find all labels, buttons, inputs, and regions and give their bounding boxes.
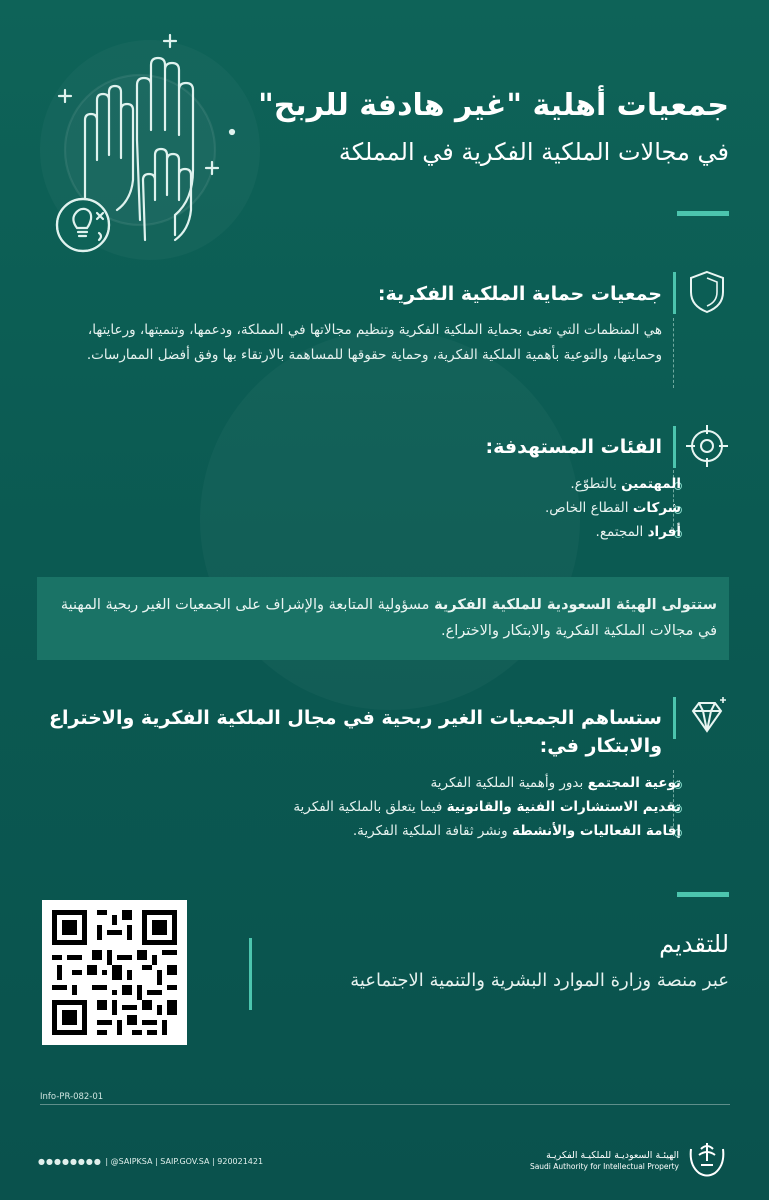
qr-code-icon [42,900,187,1045]
section-marker [673,426,676,468]
instagram-icon[interactable]: ● [45,1157,54,1166]
section-marker [673,697,676,739]
apply-title: للتقديم [659,930,729,958]
apply-subtitle: عبر منصة وزارة الموارد البشرية والتنمية الاجتماعية [350,970,729,991]
footer-divider [40,1104,730,1105]
qr-code[interactable] [42,900,187,1045]
contact-text: | @SAIPKSA | SAIP.GOV.SA | 920021421 [105,1157,264,1166]
saip-logo-icon [685,1135,729,1179]
phone-icon[interactable]: ● [93,1157,102,1166]
page-subtitle: في مجالات الملكية الفكرية في المملكة [338,138,729,166]
diamond-icon [683,693,731,741]
snapchat-icon[interactable]: ● [69,1157,78,1166]
list-item: تقديم الاستشارات الفنية والقانونية فيما يتعلق بالملكية الفكرية [293,799,681,815]
section-heading-targets: الفئات المستهدفة: [485,436,662,458]
document-code: Info-PR-082-01 [40,1092,104,1102]
section-marker [673,272,676,314]
info-banner-text: ستتولى الهيئة السعودية للملكية الفكرية مسؤولية المتابعة والإشراف على الجمعيات الغير ربحية المهنية في مجالات الملكية الفكرية والابتكار والاختراع. [60,597,717,639]
list-item: أفراد المجتمع. [595,524,681,540]
list-item: المهتمين بالتطوّع. [570,476,681,492]
facebook-icon[interactable]: ● [38,1157,46,1166]
email-icon[interactable]: ● [85,1157,94,1166]
list-item: إقامة الفعاليات والأنشطة ونشر ثقافة الملكية الفكرية. [352,823,681,839]
title-divider [677,211,729,216]
youtube-icon[interactable]: ● [53,1157,62,1166]
twitter-icon[interactable]: ● [61,1157,70,1166]
linkedin-icon[interactable]: ● [77,1157,86,1166]
list-item: شركات القطاع الخاص. [545,500,681,516]
section-heading-protection: جمعيات حماية الملكية الفكرية: [377,283,662,305]
shield-icon [683,268,731,316]
list-item: توعية المجتمع بدور وأهمية الملكية الفكرية [430,775,681,791]
apply-divider [677,892,729,897]
apply-separator [249,938,252,1010]
logo-text-en: Saudi Authority for Intellectual Property [529,1162,679,1171]
section-divider [673,318,675,388]
social-bar [38,1157,263,1166]
page-title: جمعيات أهلية "غير هادفة للربح" [258,88,729,123]
logo-text-ar: الهيئـة السعوديـة للملكيـة الفكريـة [546,1150,679,1161]
section-heading-contrib: ستساهم الجمعيات الغير ربحية في مجال الملكية الفكرية والاختراع والابتكار في: [49,707,662,757]
social-icons [38,1157,105,1166]
target-icon [683,422,731,470]
section-body-protection: هي المنظمات التي تعنى بحماية الملكية الفكرية وتنظيم مجالاتها في المملكة، ودعمها، وتنميتها، ورعايتها، وحمايتها، والتوعية بأهمية الملكية الفكرية، وحماية حقوقها للمساهمة بالارتقاء بها وفق أفضل الممارسات. [86,322,662,363]
